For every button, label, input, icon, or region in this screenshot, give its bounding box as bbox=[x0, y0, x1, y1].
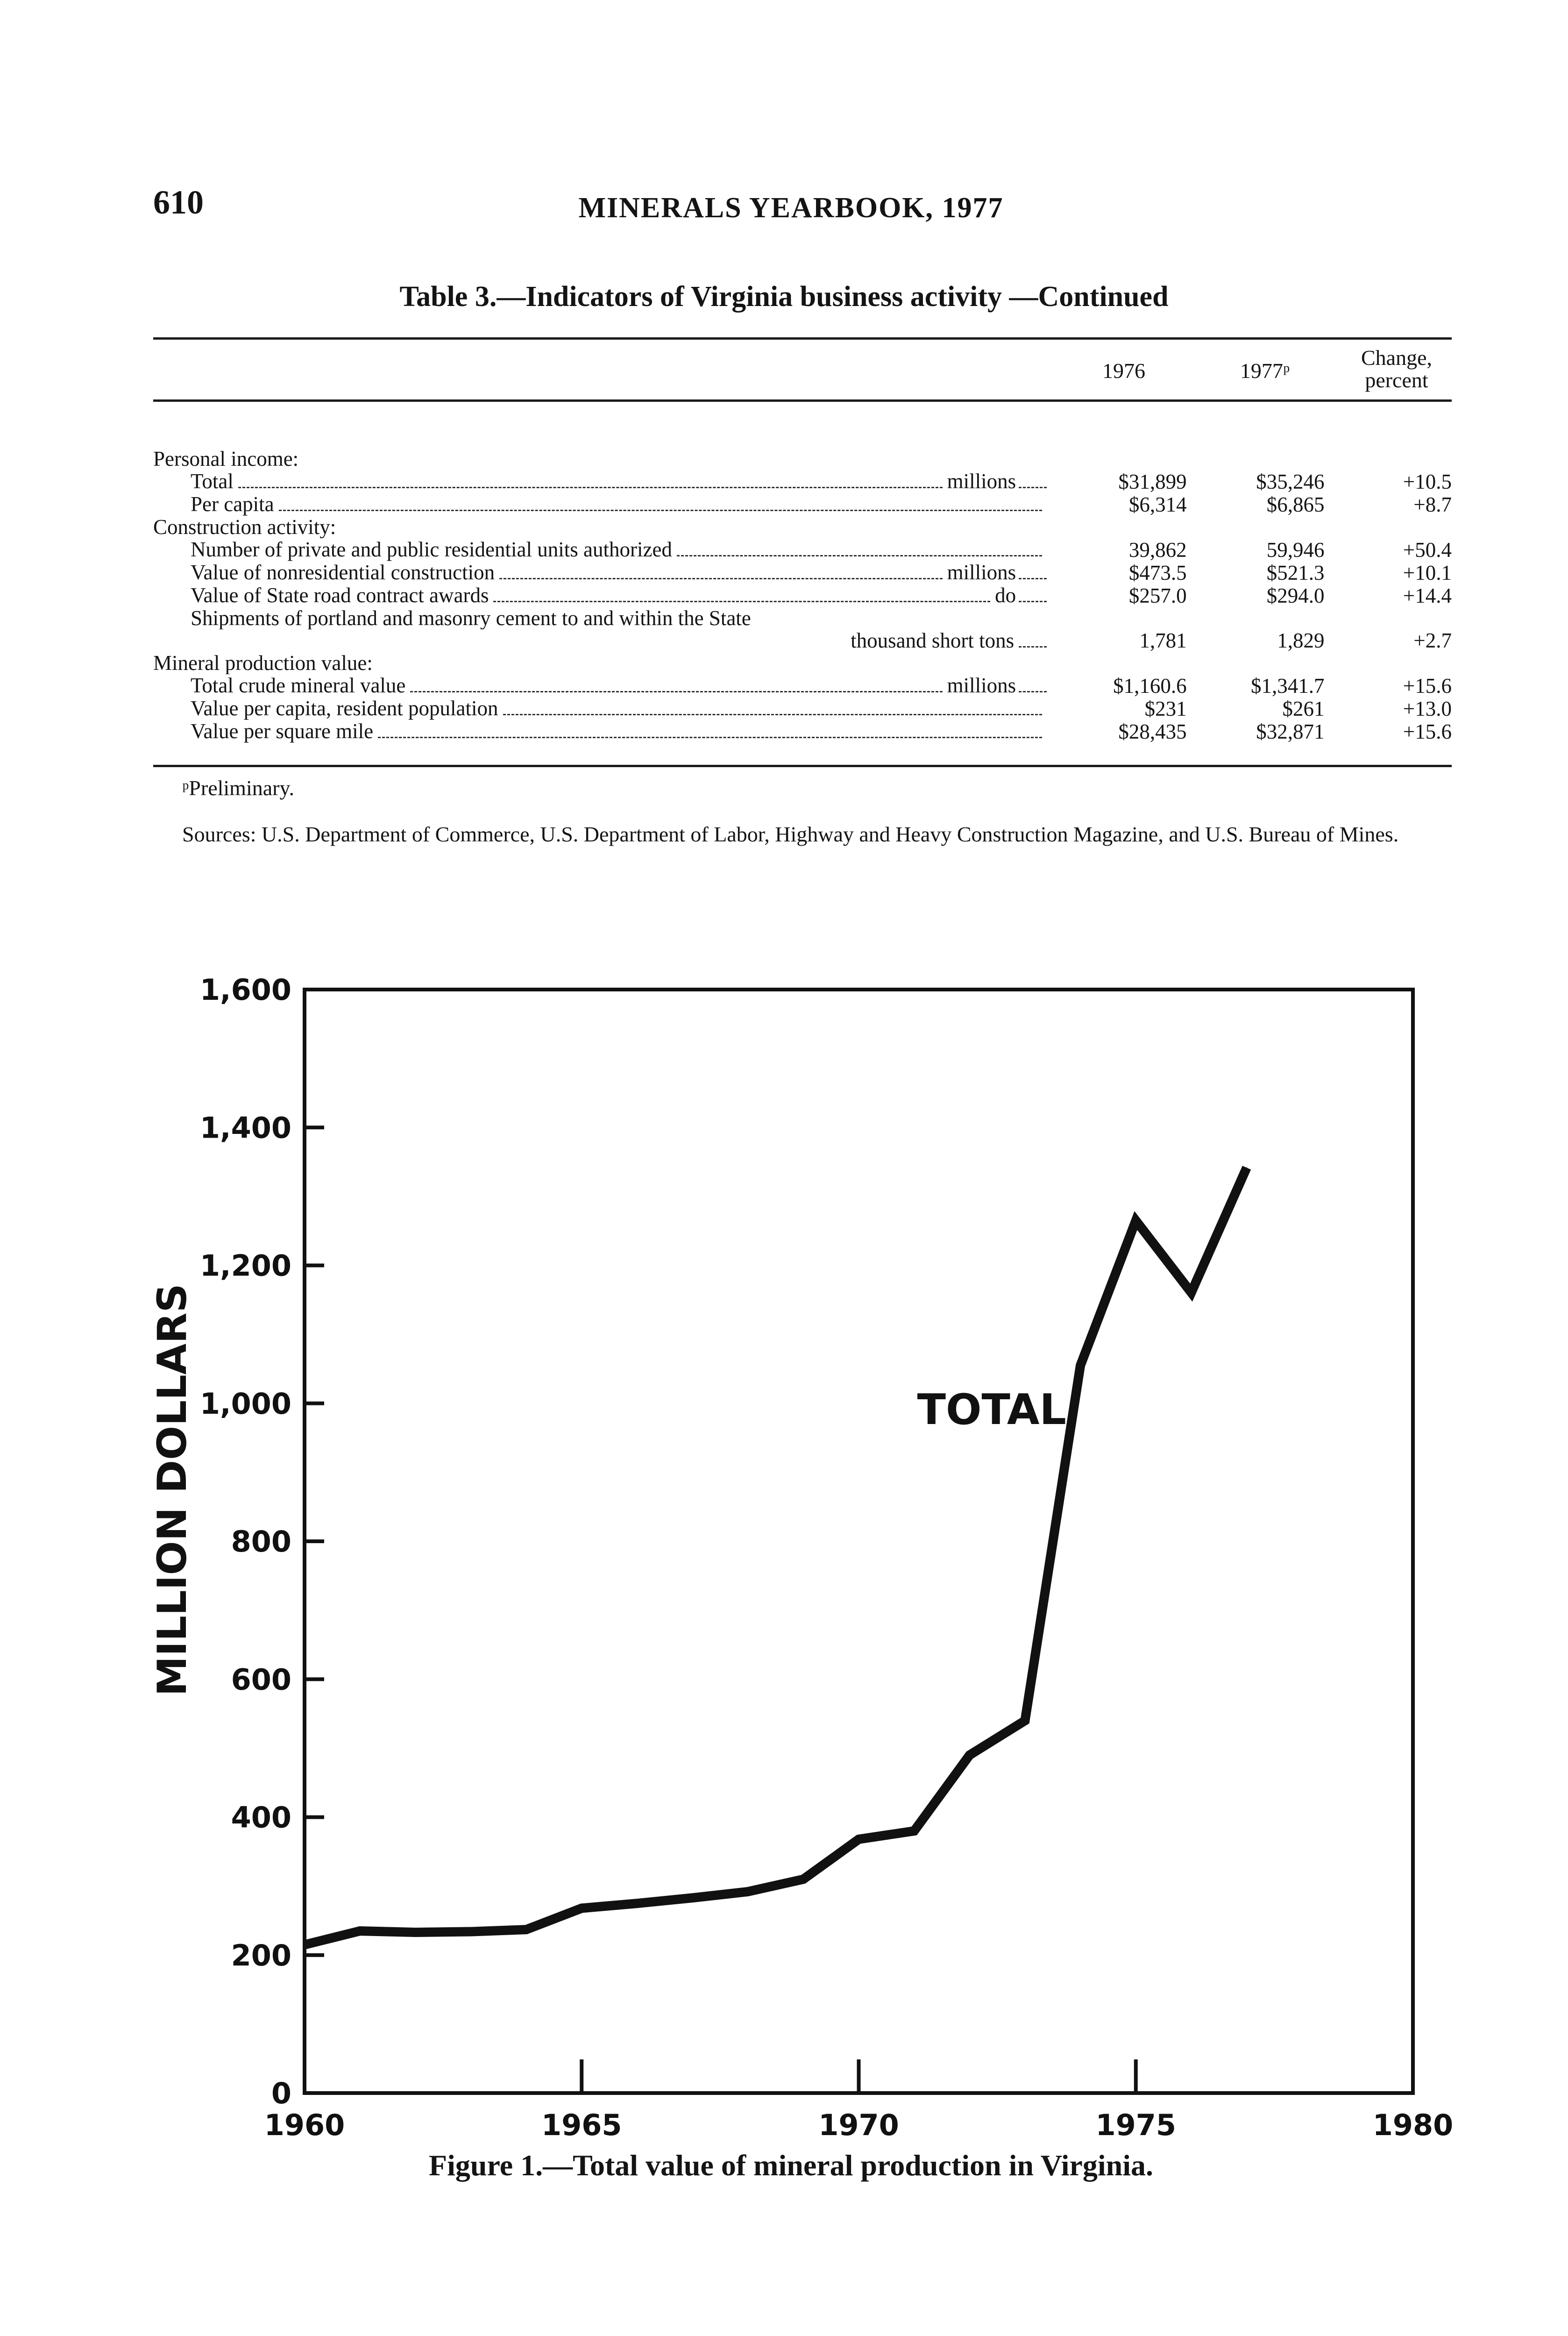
y-axis-label: MILLION DOLLARS bbox=[149, 1283, 196, 1696]
change-percent: +8.7 bbox=[1413, 493, 1452, 516]
change-percent: +15.6 bbox=[1403, 720, 1452, 743]
x-tick-label: 1980 bbox=[1372, 2108, 1454, 2142]
y-tick-label: 200 bbox=[231, 1938, 291, 1973]
change-percent: +10.5 bbox=[1403, 470, 1452, 493]
x-tick-label: 1975 bbox=[1095, 2108, 1177, 2142]
value-1976: $31,899 bbox=[1118, 470, 1187, 493]
value-1977: $35,246 bbox=[1256, 470, 1325, 493]
value-1976: 39,862 bbox=[1128, 538, 1187, 562]
y-tick-label: 1,200 bbox=[199, 1248, 291, 1283]
y-tick-label: 1,400 bbox=[199, 1111, 291, 1145]
value-1977: $261 bbox=[1282, 697, 1325, 720]
row-label: Total crude mineral value bbox=[191, 674, 406, 697]
value-1976: $231 bbox=[1144, 697, 1187, 720]
row-unit: do bbox=[995, 584, 1016, 607]
table-caption: Table 3.—Indicators of Virginia business activity —Continued bbox=[399, 281, 1169, 313]
change-percent: +10.1 bbox=[1403, 561, 1452, 584]
value-1977: $521.3 bbox=[1266, 561, 1325, 584]
x-tick-label: 1965 bbox=[541, 2108, 622, 2142]
row-label: Total bbox=[191, 470, 234, 493]
row-label: Value of State road contract awards bbox=[191, 584, 489, 607]
value-1976: $28,435 bbox=[1118, 720, 1187, 743]
change-percent: +2.7 bbox=[1413, 629, 1452, 652]
row-unit: millions bbox=[947, 561, 1016, 584]
data-point bbox=[914, 1830, 915, 1831]
change-percent: +14.4 bbox=[1403, 584, 1452, 607]
data-point bbox=[1135, 1220, 1136, 1221]
running-title: MINERALS YEARBOOK, 1977 bbox=[578, 192, 1004, 224]
data-point bbox=[637, 1903, 638, 1904]
data-point bbox=[1080, 1365, 1081, 1366]
data-point bbox=[747, 1891, 748, 1892]
table-footnote: ᵖPreliminary. bbox=[182, 776, 294, 800]
column-header-1977: 1977ᵖ bbox=[1240, 359, 1290, 383]
data-point bbox=[1191, 1292, 1192, 1293]
data-point bbox=[1024, 1720, 1025, 1721]
y-tick-label: 400 bbox=[231, 1800, 291, 1835]
data-point bbox=[360, 1930, 361, 1931]
figure-caption: Figure 1.—Total value of mineral production in Virginia. bbox=[429, 2149, 1153, 2182]
row-label: Value per square mile bbox=[191, 720, 374, 743]
column-header-change-line1: Change, bbox=[1361, 346, 1432, 370]
y-tick-label: 1,600 bbox=[199, 973, 291, 1007]
y-tick-label: 800 bbox=[231, 1524, 291, 1559]
value-1976: $1,160.6 bbox=[1113, 674, 1187, 698]
value-1977: $294.0 bbox=[1266, 584, 1325, 607]
value-1976: 1,781 bbox=[1139, 629, 1187, 652]
row-label: Number of private and public residential units authorized bbox=[191, 538, 672, 561]
data-point bbox=[969, 1755, 970, 1756]
data-point bbox=[415, 1932, 416, 1933]
row-label: Personal income: bbox=[153, 448, 299, 470]
series-annotation-total: TOTAL bbox=[917, 1385, 1066, 1435]
row-label: Shipments of portland and masonry cement to and within the State bbox=[191, 607, 751, 629]
value-1976: $473.5 bbox=[1128, 561, 1187, 584]
data-point bbox=[692, 1897, 693, 1898]
row-label: Value of nonresidential construction bbox=[191, 561, 495, 584]
value-1977: 1,829 bbox=[1277, 629, 1325, 652]
value-1977: $32,871 bbox=[1256, 720, 1325, 743]
data-point bbox=[526, 1929, 527, 1930]
row-label: Construction activity: bbox=[153, 516, 336, 538]
change-percent: +13.0 bbox=[1403, 697, 1452, 720]
data-point bbox=[1246, 1167, 1247, 1168]
data-point bbox=[304, 1944, 305, 1945]
value-1977: 59,946 bbox=[1266, 538, 1325, 562]
y-tick-label: 1,000 bbox=[199, 1386, 291, 1421]
y-tick-label: 600 bbox=[231, 1662, 291, 1697]
y-tick-label: 0 bbox=[271, 2076, 291, 2110]
change-percent: +15.6 bbox=[1403, 674, 1452, 698]
page-number: 610 bbox=[153, 184, 204, 221]
value-1977: $1,341.7 bbox=[1250, 674, 1325, 698]
data-point bbox=[858, 1839, 859, 1840]
value-1977: $6,865 bbox=[1266, 493, 1325, 516]
column-header-change-line2: percent bbox=[1365, 368, 1428, 392]
row-unit: millions bbox=[947, 674, 1016, 697]
row-label: Value per capita, resident population bbox=[191, 697, 498, 720]
data-point bbox=[581, 1908, 582, 1909]
series-line-total bbox=[305, 1168, 1247, 1944]
value-1976: $6,314 bbox=[1128, 493, 1187, 516]
table-sources: Sources: U.S. Department of Commerce, U.S. Department of Labor, Highway and Heavy Construction Magazine, and U.S. Bureau of Mines. bbox=[182, 822, 1399, 846]
x-tick-label: 1960 bbox=[264, 2108, 345, 2142]
data-point bbox=[803, 1879, 804, 1880]
row-unit: millions bbox=[947, 470, 1016, 493]
row-label: thousand short tons bbox=[851, 629, 1015, 652]
data-point bbox=[470, 1931, 471, 1932]
row-label: Mineral production value: bbox=[153, 652, 373, 674]
column-header-1976: 1976 bbox=[1102, 359, 1145, 383]
value-1976: $257.0 bbox=[1128, 584, 1187, 607]
change-percent: +50.4 bbox=[1403, 538, 1452, 562]
row-label: Per capita bbox=[191, 493, 274, 516]
x-tick-label: 1970 bbox=[818, 2108, 899, 2142]
